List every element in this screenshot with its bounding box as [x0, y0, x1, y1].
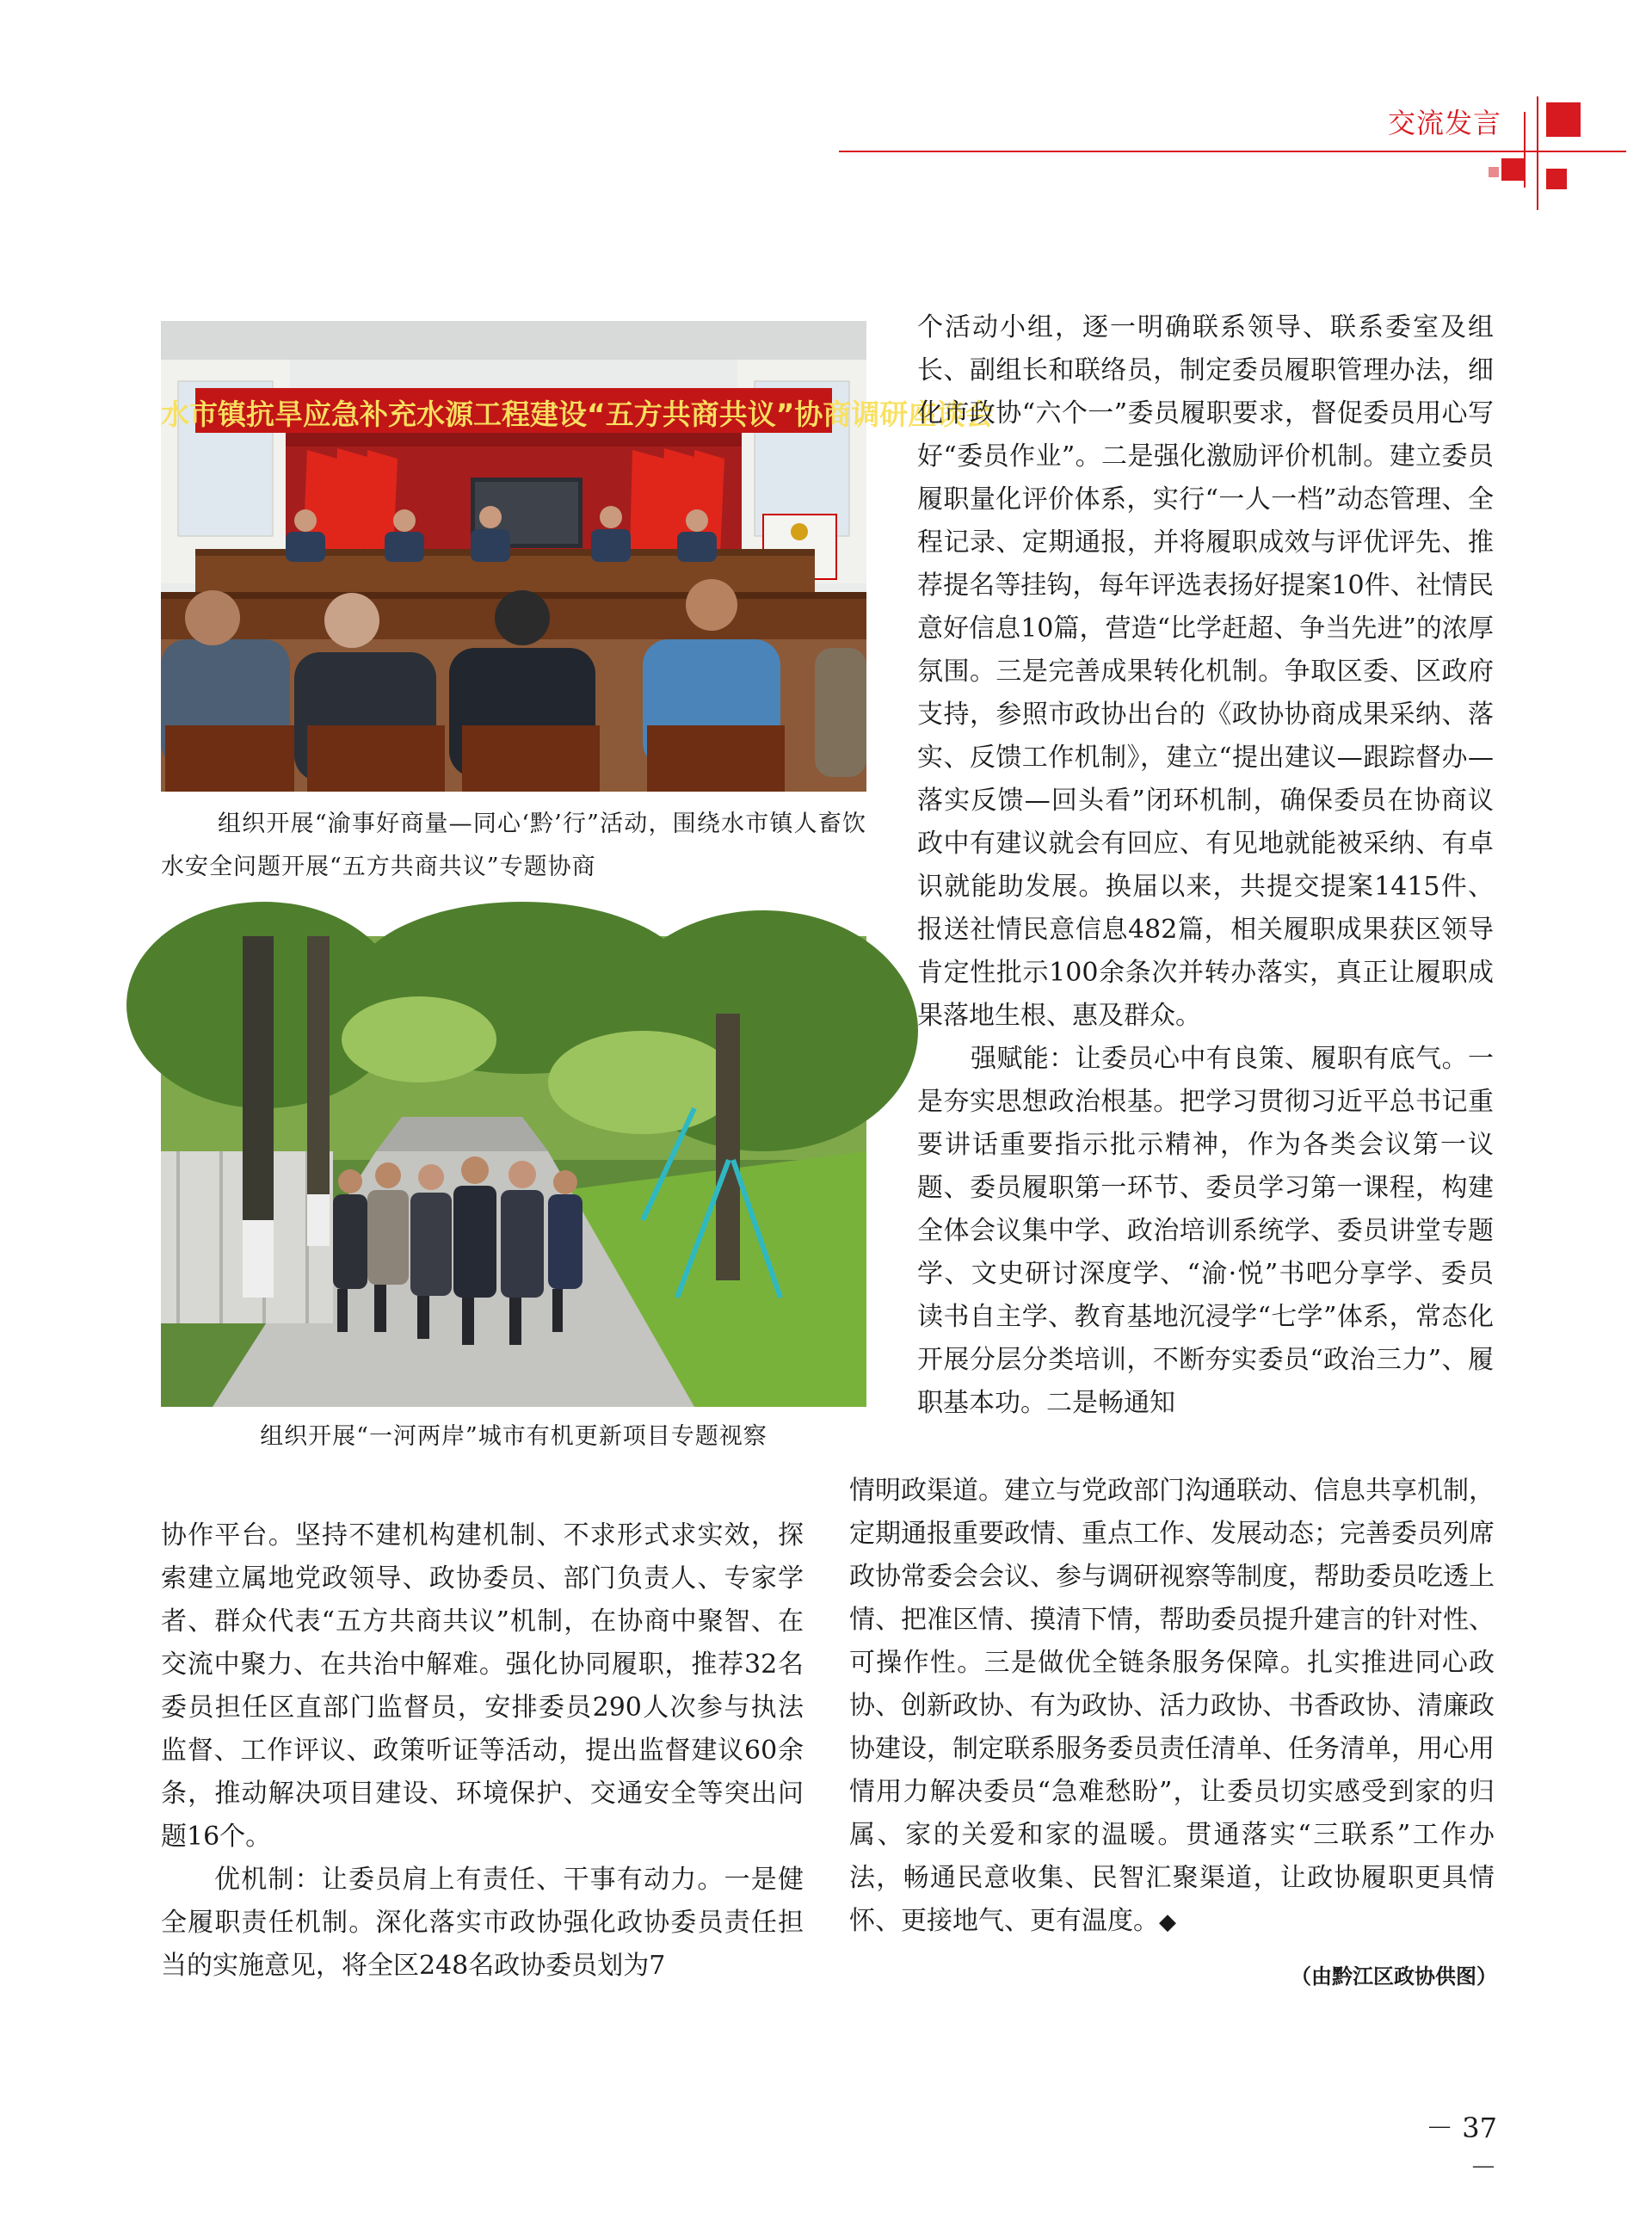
inspection-photo [161, 936, 866, 1407]
header-square-small [1546, 169, 1567, 189]
paragraph: 强赋能：让委员心中有良策、履职有底气。一是夯实思想政治根基。把学习贯彻习近平总书记重要讲话重要指示批示精神，作为各类会议第一议题、委员履职第一环节、委员学习第一课程，构建全体会议集中学、政治培训系统学、委员讲堂专题学、文史研讨深度学、“渝·悦”书吧分享学、委员读书自主学、教育基地沉浸学“七学”体系，常态化开展分层分类培训，不断夯实委员“政治三力”、履职基本功。二是畅通知 [917, 1044, 1494, 1418]
paragraph-text: 情明政渠道。建立与党政部门沟通联动、信息共享机制，定期通报重要政情、重点工作、发展动态；完善委员列席政协常委会会议、参与调研视察等制度，帮助委员吃透上情、把准区情、摸清下情，帮助委员提升建言的针对性、可操作性。三是做优全链条服务保障。扎实推进同心政协、创新政协、有为政协、活力政协、书香政协、清廉政协建设，制定联系服务委员责任清单、任务清单，用心用情用力解决委员“急难愁盼”，让委员切实感受到家的归属、家的关爱和家的温暖。贯通落实“三联系”工作办法，畅通民意收集、民智汇聚渠道，让政协履职更具情怀、更接地气、更有温度。 [849, 1476, 1495, 1936]
paragraph: 协作平台。坚持不建机构建机制、不求形式求实效，探索建立属地党政领导、政协委员、部门负责人、专家学者、群众代表“五方共商共议”机制，在协商中聚智、在交流中聚力、在共治中解难。强化协同履职，推荐32名委员担任区直部门监督员，安排委员290人次参与执法监督、工作评议、政策听证等活动，提出监督建议60余条，推动解决项目建设、环境保护、交通安全等突出问题16个。 [161, 1520, 804, 1852]
header-vertical-rule [1537, 96, 1538, 210]
meeting-banner-text: 水市镇抗旱应急补充水源工程建设“五方共商共议”协商调研座谈会 [161, 398, 994, 431]
page-number: － 37 － [1426, 2112, 1497, 2184]
right-column-text-wide [849, 1470, 1495, 1944]
photo-credit: （由黔江区政协供图） [1291, 1964, 1497, 1989]
header-square-small [1501, 158, 1524, 181]
left-column-text [161, 1514, 804, 1988]
header-vertical-rule-2 [1524, 112, 1526, 188]
header-rule [839, 151, 1626, 152]
photo-caption: 组织开展“渝事好商量—同心‘黔’行”活动，围绕水市镇人畜饮水安全问题开展“五方共商共议”专题协商 [161, 811, 866, 880]
end-mark: ◆ [1159, 1909, 1176, 1935]
paragraph: 个活动小组，逐一明确联系领导、联系委室及组长、副组长和联络员，制定委员履职管理办法，细化市政协“六个一”委员履职要求，督促委员用心写好“委员作业”。二是强化激励评价机制。建立委员履职量化评价体系，实行“一人一档”动态管理、全程记录、定期通报，并将履职成效与评优评先、推荐提名等挂钩，每年评选表扬好提案10件、社情民意好信息10篇，营造“比学赶超、争当先进”的浓厚氛围。三是完善成果转化机制。争取区委、区政府支持，参照市政协出台的《政协协商成果采纳、落实、反馈工作机制》，建立“提出建议—跟踪督办—落实反馈—回头看”闭环机制，确保委员在协商议政中有建议就会有回应、有见地就能被采纳、有卓识就能助发展。换届以来，共提交提案1415件、报送社情民意信息482篇，相关履职成果获区领导肯定性批示100余条次并转办落实，真正让履职成果落地生根、惠及群众。 [917, 312, 1494, 1031]
photo-caption: 组织开展“一河两岸”城市有机更新项目专题视察 [260, 1423, 767, 1450]
paragraph: 优机制：让委员肩上有责任、干事有动力。一是健全履职责任机制。深化落实市政协强化政协委员责任担当的实施意见，将全区248名政协委员划为7 [161, 1865, 804, 1981]
header-square-tiny [1489, 167, 1499, 177]
section-title: 交流发言 [1387, 107, 1501, 139]
right-column-text [917, 306, 1494, 1425]
header-square-large [1546, 102, 1581, 137]
paragraph [849, 1470, 1495, 1944]
meeting-photo [161, 321, 994, 792]
